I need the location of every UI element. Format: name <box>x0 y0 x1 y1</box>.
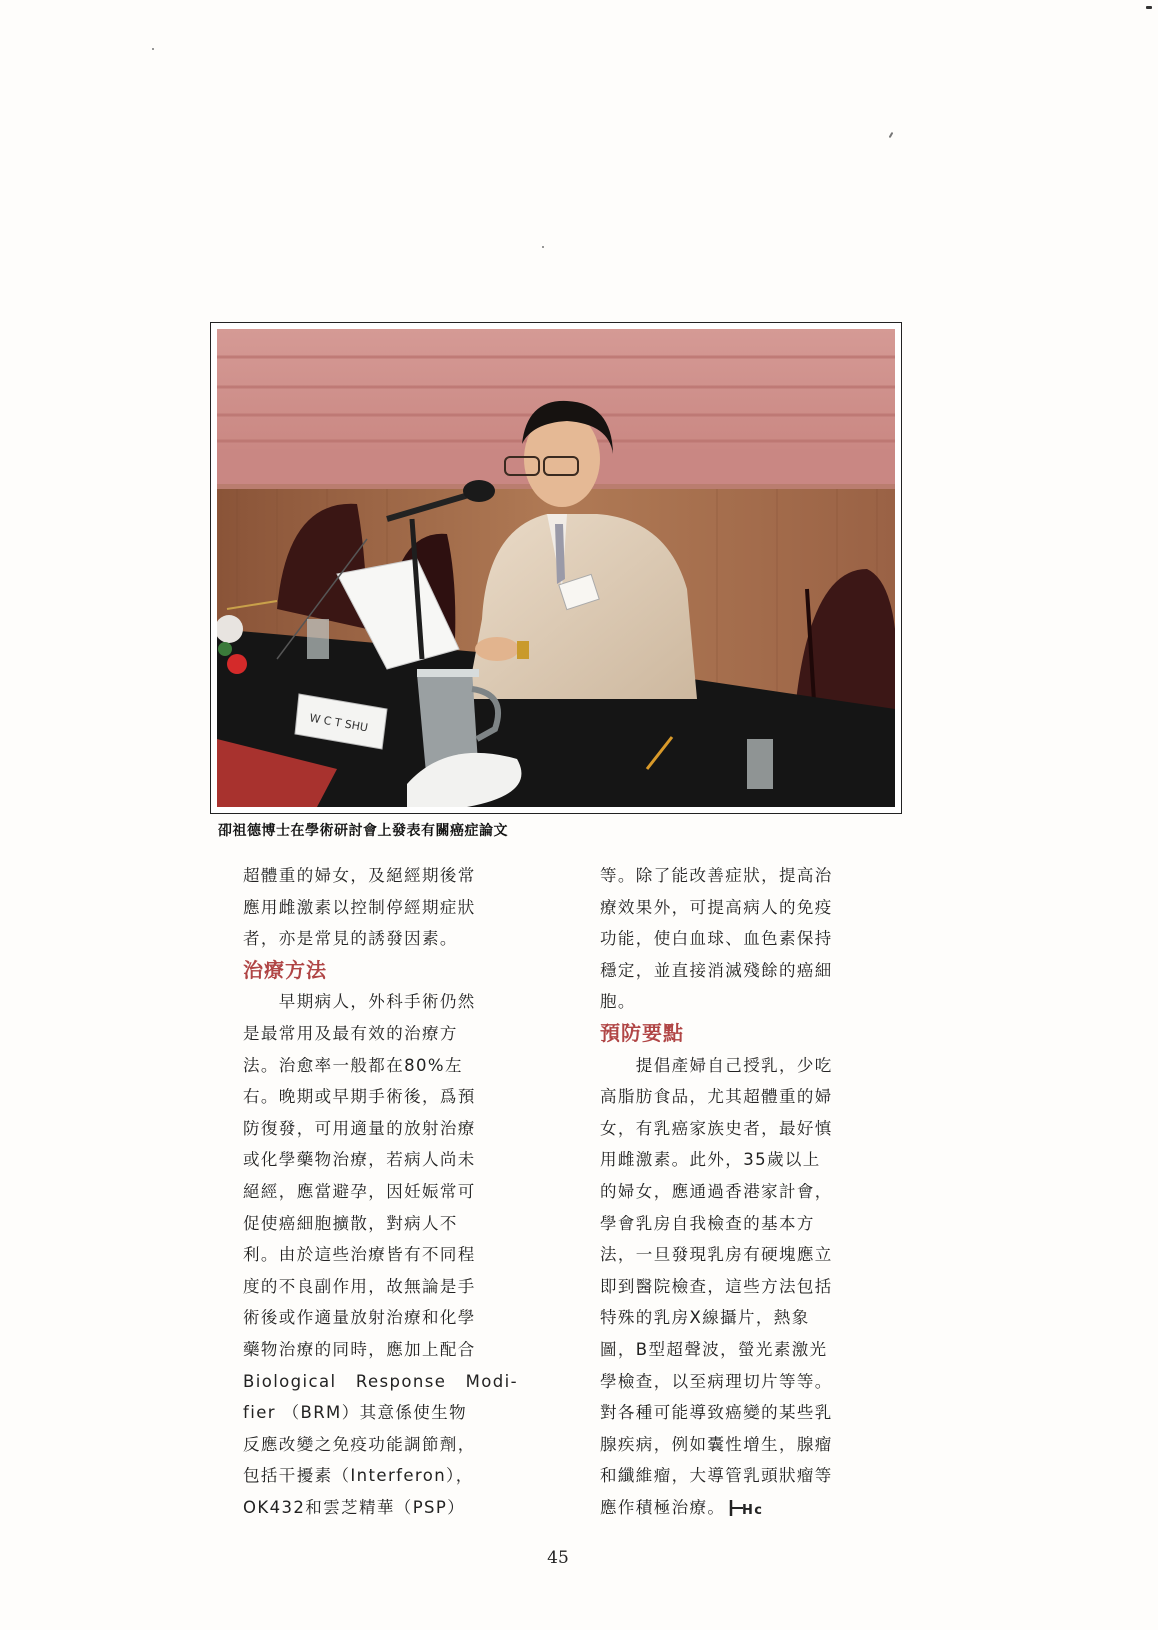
text-line: 腺疾病，例如囊性增生，腺瘤 <box>600 1434 833 1454</box>
text-line: 用雌激素。此外，35歲以上 <box>600 1150 821 1170</box>
right-text-column <box>600 860 875 1523</box>
text-line: 反應改變之免疫功能調節劑， <box>243 1434 476 1454</box>
text-line: 或化學藥物治療，若病人尚未 <box>243 1150 476 1170</box>
name-card-text: W C T SHU <box>308 711 369 735</box>
text-line: 者，亦是常見的誘發因素。 <box>243 929 458 949</box>
text-line: 高脂肪食品，尤其超體重的婦 <box>600 1087 833 1107</box>
text-line: fier （BRM）其意係使生物 <box>243 1403 467 1423</box>
conference-photo <box>210 322 902 814</box>
text-line: 等。除了能改善症狀，提高治 <box>600 866 833 885</box>
text-line: 防復發，可用適量的放射治療 <box>243 1118 476 1138</box>
text-line: 右。晚期或早期手術後，爲預 <box>243 1087 476 1107</box>
text-line: 對各種可能導致癌變的某些乳 <box>600 1403 833 1423</box>
text-line: Biological Response Modi- <box>243 1371 518 1391</box>
text-line: 的婦女，應通過香港家計會， <box>600 1181 833 1201</box>
text-line: 早期病人，外科手術仍然 <box>243 992 476 1012</box>
section-heading: 預防要點 <box>600 1020 684 1045</box>
text-line: 學會乳房自我檢查的基本方 <box>600 1213 815 1233</box>
paper-speck <box>889 132 894 138</box>
photo-caption: 卲祖德博士在學術研討會上發表有關癌症論文 <box>218 823 508 839</box>
text-line: 即到醫院檢查，這些方法包括 <box>600 1276 833 1296</box>
text-line: 胞。 <box>600 992 636 1012</box>
text-line: 和纖維瘤，大導管乳頭狀瘤等 <box>600 1466 833 1486</box>
paper-speck <box>152 48 154 50</box>
text-line: 圖，B型超聲波，螢光素激光 <box>600 1339 828 1359</box>
text-line: 是最常用及最有效的治療方 <box>243 1023 458 1043</box>
hc-logo-icon <box>729 1499 765 1517</box>
text-line: 絕經，應當避孕，因妊娠常可 <box>243 1181 476 1201</box>
text-line: 女，有乳癌家族史者，最好慎 <box>600 1118 833 1138</box>
text-line: 功能，使白血球、血色素保持 <box>600 929 833 949</box>
text-line: 應用雌激素以控制停經期症狀 <box>243 897 476 917</box>
text-line: 藥物治療的同時，應加上配合 <box>243 1339 476 1359</box>
text-line: OK432和雲芝精華（PSP） <box>243 1497 466 1517</box>
photo-image <box>217 329 895 807</box>
text-line: 法，一旦發現乳房有硬塊應立 <box>600 1245 833 1265</box>
svg-text:Hc: Hc <box>742 1503 764 1518</box>
page-number: 45 <box>547 1548 569 1568</box>
text-line: 術後或作適量放射治療和化學 <box>243 1308 476 1328</box>
paper-speck <box>1146 6 1152 9</box>
left-text-column <box>243 860 518 1523</box>
text-line: 超體重的婦女，及絕經期後常 <box>243 866 476 885</box>
text-line: 提倡產婦自己授乳，少吃 <box>600 1055 833 1075</box>
text-line: 包括干擾素（Interferon）， <box>243 1466 474 1486</box>
text-line: 利。由於這些治療皆有不同程 <box>243 1245 476 1265</box>
text-line: 穩定，並直接消滅殘餘的癌細 <box>600 960 833 980</box>
text-line: 法。治愈率一般都在80%左 <box>243 1055 463 1075</box>
section-heading: 治療方法 <box>243 957 327 982</box>
text-line: 學檢查，以至病理切片等等。 <box>600 1371 833 1391</box>
paper-speck <box>542 246 544 248</box>
text-line: 療效果外，可提高病人的免疫 <box>600 897 833 917</box>
text-line: 度的不良副作用，故無論是手 <box>243 1276 476 1296</box>
text-line: 促使癌細胞擴散，對病人不 <box>243 1213 458 1233</box>
text-line: 特殊的乳房X線攝片，熱象 <box>600 1308 810 1328</box>
text-line: 應作積極治療。 Hc <box>600 1497 764 1518</box>
